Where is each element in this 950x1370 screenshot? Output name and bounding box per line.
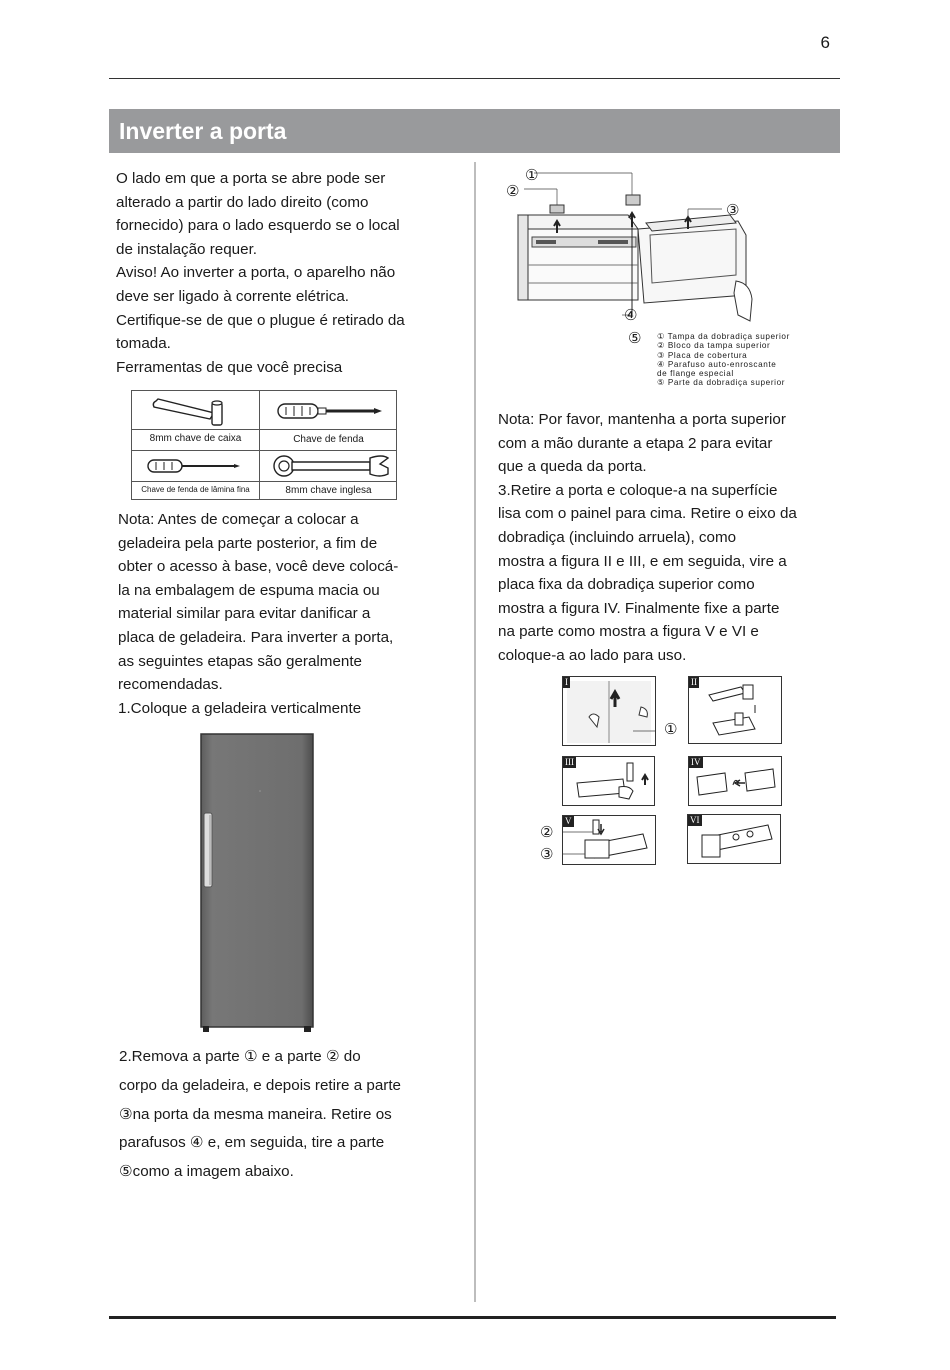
open-wrench-icon (270, 452, 394, 480)
screwdriver-icon (276, 399, 386, 423)
text-line: lisa com o painel para cima. Retire o eixo da (498, 505, 797, 523)
step-figure-ii (688, 676, 782, 744)
text-line: mostra a figura II e III, e em seguida, vire a (498, 552, 787, 570)
step-figure-v (562, 815, 656, 865)
text-line: de instalação requer. (116, 240, 258, 258)
note-paragraph (118, 508, 398, 720)
footer-rule (109, 1316, 836, 1319)
legend-item: ⑤ Parte da dobradiça superior (657, 378, 786, 388)
text-line: la na embalagem de espuma macia ou (118, 581, 380, 599)
text-line: Nota: Por favor, mantenha a porta superior (498, 411, 786, 428)
figure-tag: V (565, 816, 572, 826)
figure-tag: VI (690, 815, 700, 825)
figure-tag: III (565, 757, 574, 767)
header-rule (109, 78, 840, 79)
intro-paragraph (116, 167, 405, 379)
legend-item: ① Tampa da dobradiça superior (657, 332, 790, 341)
section-title-bar (109, 109, 840, 153)
figure-tag: II (691, 677, 697, 687)
text-line: coloque-a ao lado para uso. (498, 646, 687, 664)
callout-2-step: ② (540, 823, 554, 841)
text-line: geladeira pela parte posterior, a fim de (118, 534, 378, 552)
text-line: parafusos ④ e, em seguida, tire a parte (119, 1134, 385, 1152)
text-line: mostra a figura IV. Finalmente fixe a parte (498, 599, 780, 617)
text-line: fornecido) para o lado esquerdo se o local (116, 217, 400, 235)
callout-3-step: ③ (540, 845, 554, 863)
legend-item: de flange especial (657, 369, 734, 379)
text-line: tomada. (116, 335, 171, 353)
text-line: na parte como mostra a figura V e VI e (498, 623, 759, 641)
page-number: 6 (820, 33, 830, 52)
parts-legend (657, 332, 790, 388)
text-line: obter o acesso à base, você deve colocá- (118, 558, 399, 576)
text-line: ⑤como a imagem abaixo. (119, 1163, 294, 1181)
figure-tag: IV (691, 757, 701, 767)
step-figure-iv (688, 756, 782, 806)
thin-screwdriver-icon (146, 457, 242, 475)
text-line: deve ser ligado à corrente elétrica. (116, 287, 350, 305)
text-line: O lado em que a porta se abre pode ser (116, 170, 386, 187)
step-figure-i (562, 676, 656, 746)
legend-item: ② Bloco da tampa superior (657, 341, 771, 351)
legend-item: ③ Placa de cobertura (657, 350, 748, 360)
text-line: com a mão durante a etapa 2 para evitar (498, 434, 773, 452)
text-line: dobradiça (incluindo arruela), como (498, 528, 737, 546)
tools-table (131, 390, 397, 500)
step-1-text: 1.Coloque a geladeira verticalmente (118, 699, 362, 717)
tools-heading: Ferramentas de que você precisa (116, 358, 343, 376)
tool-label: Chave de fenda (293, 434, 364, 445)
refrigerator-illustration (200, 733, 314, 1033)
right-paragraph (498, 408, 797, 668)
callout-4: ④ (624, 306, 638, 324)
tool-label: Chave de fenda de lâmina fina (141, 485, 250, 494)
text-line: recomendadas. (118, 676, 223, 694)
legend-item: ④ Parafuso auto-enroscante (657, 359, 777, 369)
column-divider (474, 162, 476, 1302)
tool-label: 8mm chave de caixa (149, 433, 242, 444)
callout-1: ① (525, 166, 539, 184)
callout-1-step: ① (664, 720, 678, 738)
text-line: que a queda da porta. (498, 458, 647, 476)
text-line: alterado a partir do lado direito (como (116, 193, 369, 211)
text-line: placa fixa da dobradiça superior como (498, 576, 755, 594)
text-line: placa de geladeira. Para inverter a porta, (118, 628, 394, 646)
section-title: Inverter a porta (119, 118, 287, 144)
text-line: ③na porta da mesma maneira. Retire os (119, 1105, 392, 1123)
text-line: as seguintes etapas são geralmente (118, 652, 363, 670)
step-figure-vi (687, 814, 781, 864)
callout-3: ③ (726, 201, 740, 219)
figure-tag: I (565, 677, 568, 687)
text-line: Certifique-se de que o plugue é retirado da (116, 311, 405, 329)
text-line: material similar para evitar danificar a (118, 605, 371, 623)
socket-wrench-icon (150, 393, 240, 429)
tool-label: 8mm chave inglesa (285, 485, 372, 496)
step-3-text: 3.Retire a porta e coloque-a na superfície (498, 481, 778, 499)
callout-2: ② (506, 182, 520, 200)
step-figure-iii (562, 756, 655, 806)
text-line: Nota: Antes de começar a colocar a (118, 511, 359, 528)
text-line: Aviso! Ao inverter a porta, o aparelho não (116, 264, 396, 282)
step-2-paragraph (119, 1043, 401, 1187)
text-line: 2.Remova a parte ① e a parte ② do (119, 1048, 361, 1065)
callout-5: ⑤ (628, 329, 642, 347)
text-line: corpo da geladeira, e depois retire a parte (119, 1076, 401, 1094)
